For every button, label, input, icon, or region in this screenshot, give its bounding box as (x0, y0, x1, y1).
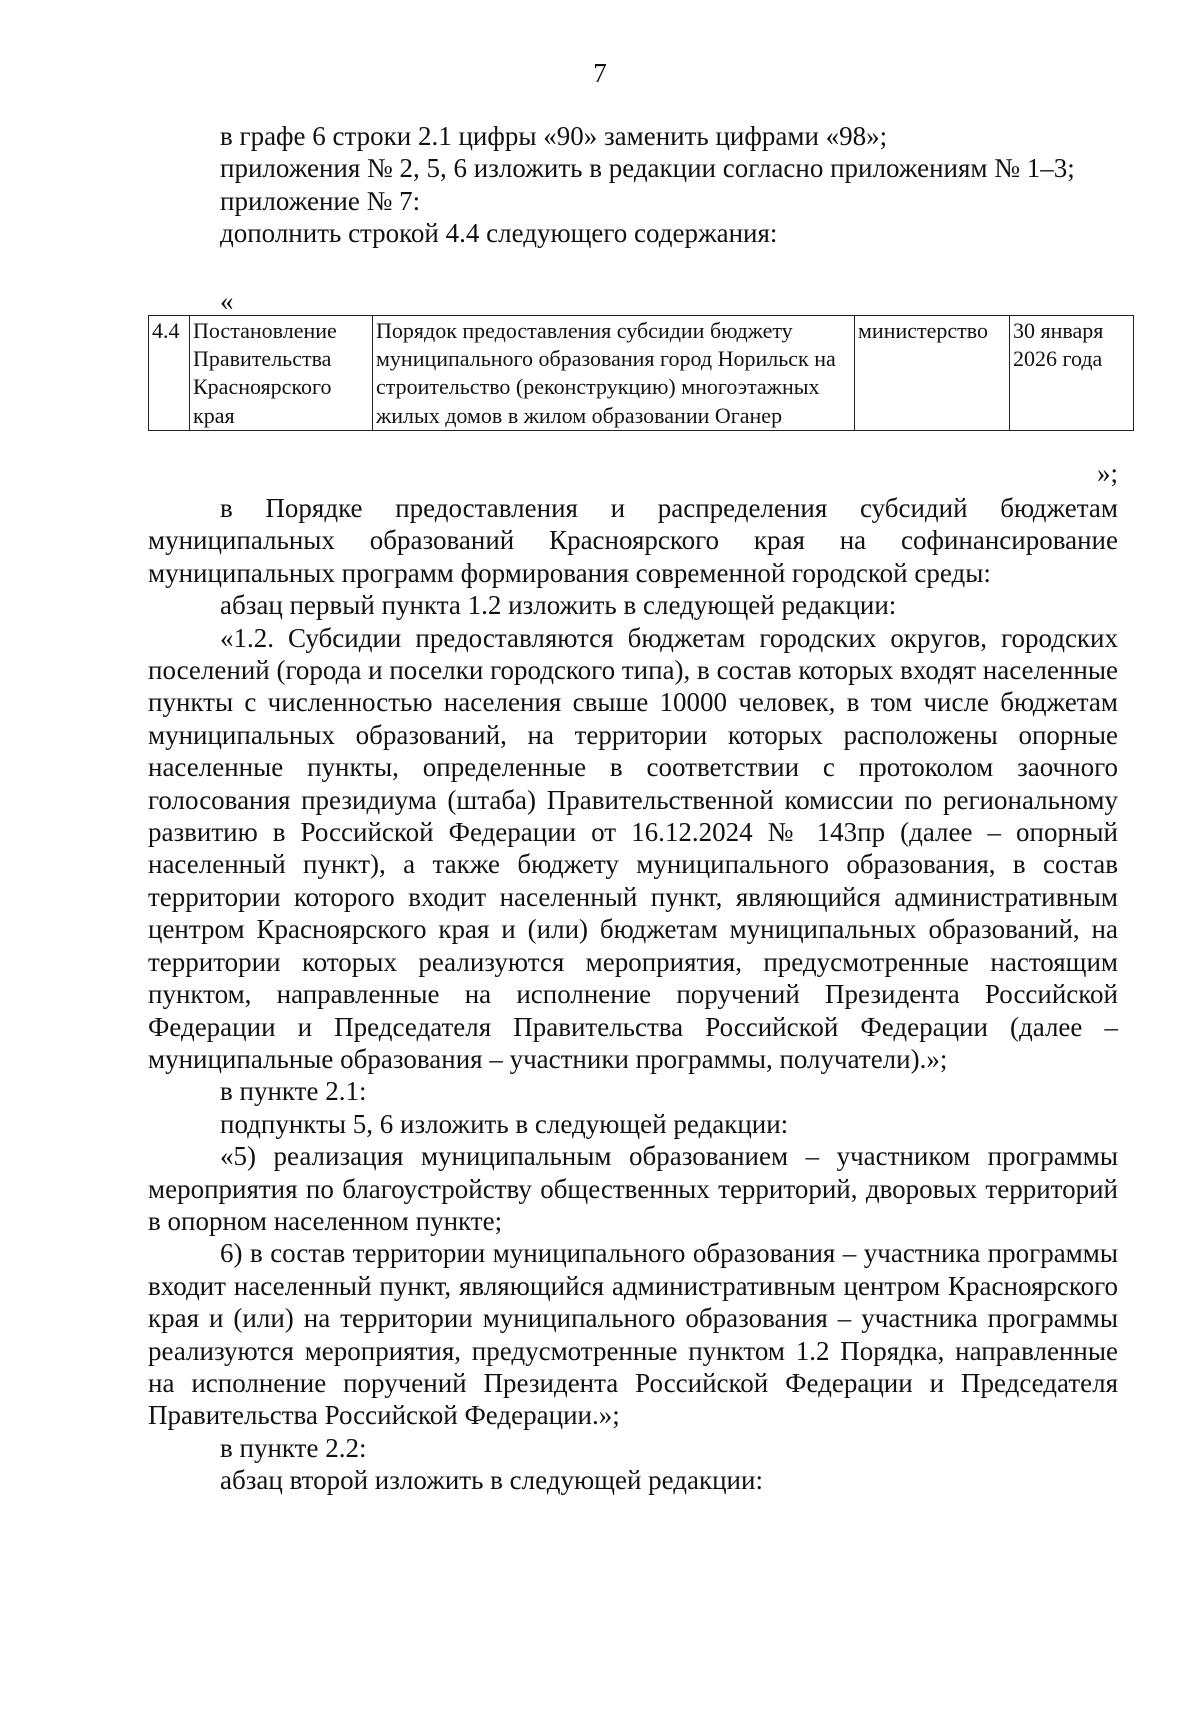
responsible-cell: министерство (855, 316, 1010, 431)
inserted-row-table (148, 315, 1134, 431)
paragraph: приложения № 2, 5, 6 изложить в редакции согласно приложениям № 1–3; (220, 153, 1075, 184)
opening-quote-mark: « (220, 286, 234, 316)
page-number: 7 (593, 58, 607, 88)
paragraph: в пункте 2.1: (220, 1076, 367, 1107)
paragraph: 6) в состав территории муниципального образования – участника программы входит населенный пункт, являющийся административным центром Красноярского края и (или) на территории муниципального образования – участника программы реализуются мероприятия, предусмотренные пунктом 1.2 Порядка, направленные на исполнение поручений Президента Российской Федерации и Председателя Правительства Российской Федерации.»; (148, 1238, 1118, 1431)
paragraph: в графе 6 строки 2.1 цифры «90» заменить цифрами «98»; (220, 121, 888, 151)
act-title-cell: Порядок предоставления субсидии бюджету муниципального образования город Норильск на строительство (реконструкцию) многоэтажных жилых домов в жилом образовании Оганер (373, 316, 855, 431)
paragraph: абзац второй изложить в следующей редакции: (220, 1465, 763, 1496)
deadline-cell: 30 января 2026 года (1010, 316, 1134, 431)
closing-quote-mark: »; (1096, 458, 1118, 488)
paragraph: подпункты 5, 6 изложить в следующей редакции: (220, 1108, 789, 1139)
act-type-cell: Постановление Правительства Красноярского края (190, 316, 373, 431)
paragraph: абзац первый пункта 1.2 изложить в следующей редакции: (220, 590, 897, 621)
paragraph: в пункте 2.2: (220, 1432, 367, 1463)
paragraph: дополнить строкой 4.4 следующего содержания: (220, 218, 778, 249)
paragraph: в Порядке предоставления и распределения субсидий бюджетам муниципальных образований Красноярского края на софинансирование муниципальных программ формирования современной городской среды: (148, 493, 1118, 588)
paragraph: «1.2. Субсидии предоставляются бюджетам городских округов, городских поселений (города и поселки городского типа), в состав которых входят населенные пункты с численностью населения свыше 10000 человек, в том числе бюджетам муниципальных образований, на территории которых расположены опорные населенные пункты, определенные в соответствии с протоколом заочного голосования президиума (штаба) Правительственной комиссии по региональному развитию в Российской Федерации от 16.12.2024 № 143пр (далее – опорный населенный пункт), а также бюджету муниципального образования, в состав территории которого входит населенный пункт, являющийся административным центром Красноярского края и (или) бюджетам муниципальных образований, на территории которых реализуются мероприятия, предусмотренные настоящим пунктом, направленные на исполнение поручений Президента Российской Федерации и Председателя Правительства Российской Федерации (далее – муниципальные образования – участники программы, получатели).»; (148, 622, 1118, 1074)
row-number-cell: 4.4 (149, 316, 190, 431)
amendments-intro (148, 120, 1118, 250)
paragraph: «5) реализация муниципальным образованием – участником программы мероприятия по благоустройству общественных территорий, дворовых территорий в опорном населенном пункте; (148, 1141, 1118, 1236)
paragraph: приложение № 7: (220, 185, 421, 216)
table-row (149, 316, 1134, 431)
procedure-amendments (148, 492, 1118, 1497)
